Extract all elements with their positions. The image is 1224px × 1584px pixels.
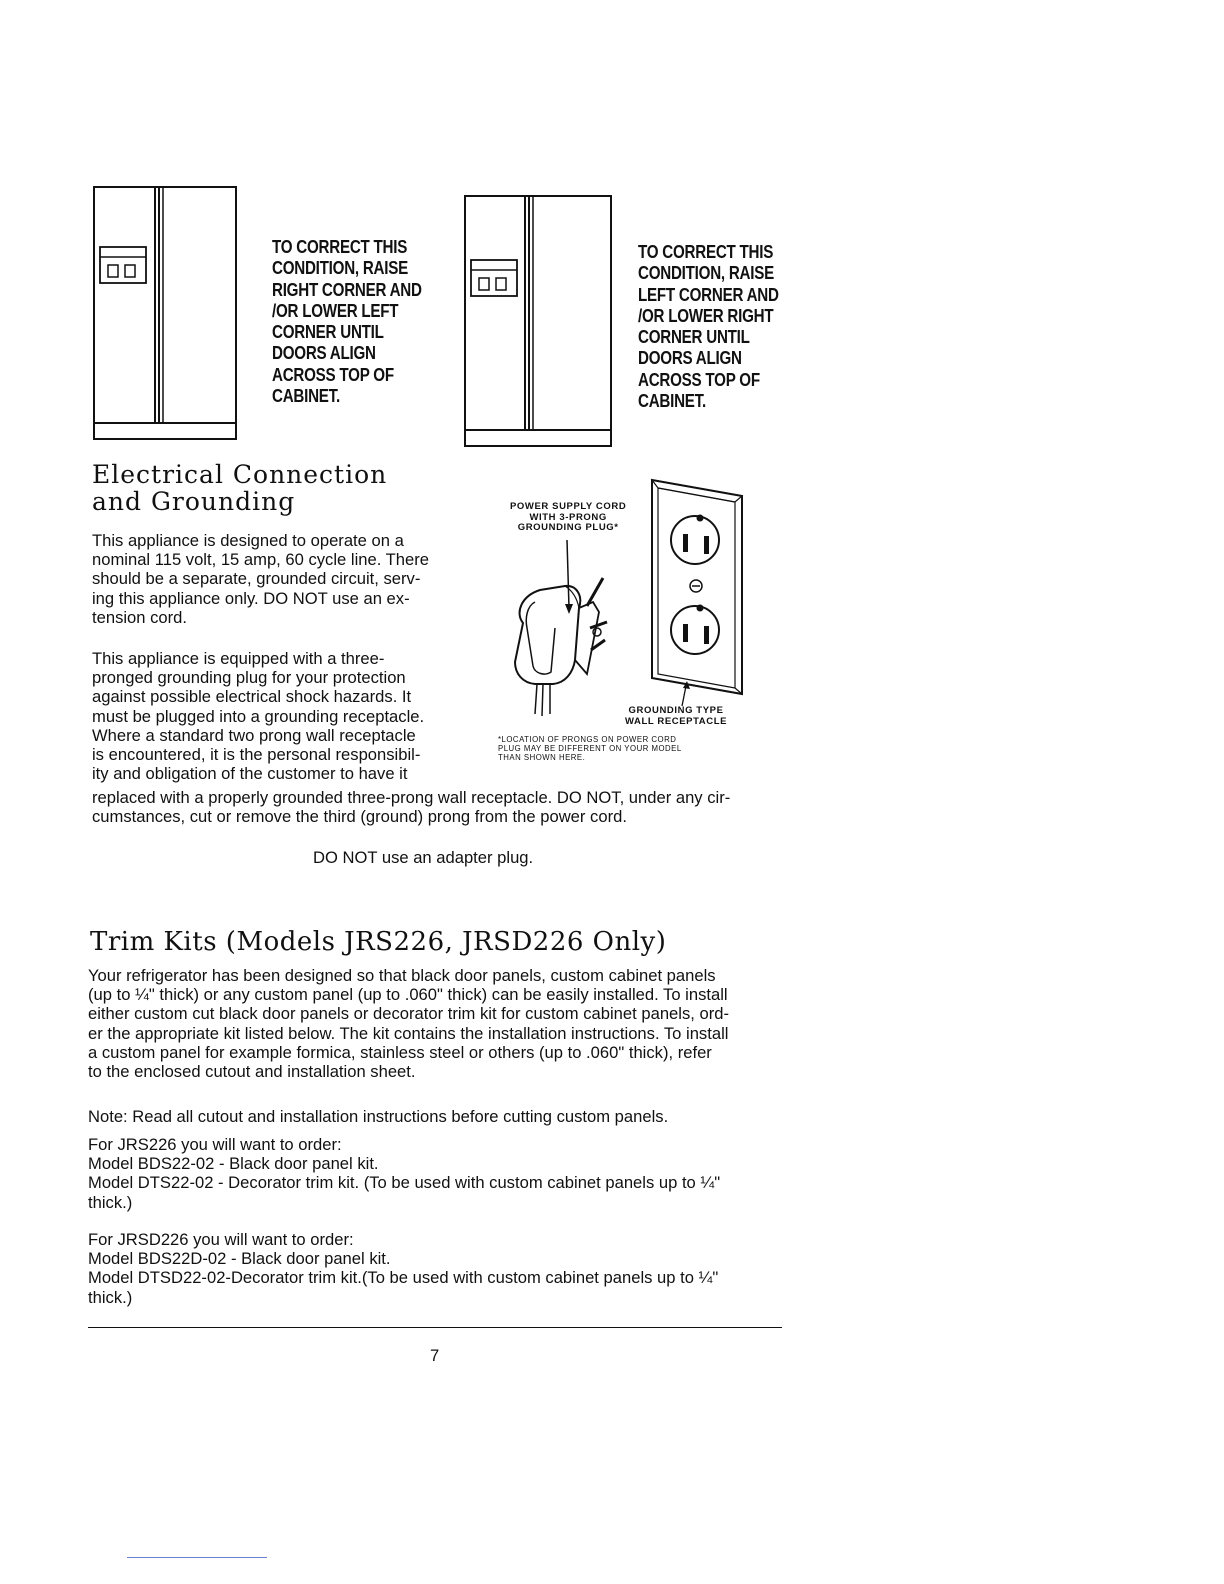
- page-number: 7: [430, 1346, 440, 1365]
- electrical-paragraph-2: This appliance is equipped with a three- pronged grounding plug for your protection against possible electrical shock hazards. It must be plugged into a grounding receptacle. Where a standard two prong wall receptacle is encountered, it is the personal responsibil- ity and obligation of the customer to have it: [92, 649, 425, 784]
- refrigerator-diagram-left: [92, 185, 240, 443]
- receptacle-label: GROUNDING TYPE WALL RECEPTACLE: [625, 705, 728, 727]
- trim-kits-note: Note: Read all cutout and installation instructions before cutting custom panels.: [88, 1107, 669, 1126]
- electrical-paragraph-2-continued: replaced with a properly grounded three-prong wall receptacle. DO NOT, under any cir- cumstances, cut or remove the third (ground) prong from the power cord.: [92, 788, 731, 827]
- electrical-heading: Electrical Connection and Grounding: [92, 460, 388, 516]
- plug-label: POWER SUPPLY CORD WITH 3-PRONG GROUNDING PLUG*: [510, 501, 627, 533]
- footer-rule: [88, 1327, 782, 1328]
- trim-kits-intro: Your refrigerator has been designed so that black door panels, custom cabinet panels (up to ¼" thick) or any custom panel (up to .060" thick) can be easily installed. To install either custom cut black door panels or decorator trim kit for custom cabinet panels, ord- er the appropriate kit listed below. The kit contains the installation instructions. To install a custom panel for example formica, stainless steel or others (up to .060" thick), refer to the enclosed cutout and installation sheet.: [88, 966, 729, 1082]
- plug-and-receptacle-illustration: [495, 478, 755, 723]
- jrsd226-order-list: For JRSD226 you will want to order: Model BDS22D-02 - Black door panel kit. Model DTSD22-02-Decorator trim kit.(To be used with custom cabinet panels up to ¼" thick.): [88, 1230, 719, 1307]
- scan-edge-line: [127, 1557, 267, 1558]
- electrical-paragraph-1: This appliance is designed to operate on a nominal 115 volt, 15 amp, 60 cycle line. There should be a separate, grounded circuit, serv- ing this appliance only. DO NOT use an ex- tension cord.: [92, 531, 429, 627]
- prong-location-footnote: *LOCATION OF PRONGS ON POWER CORD PLUG MAY BE DIFFERENT ON YOUR MODEL THAN SHOWN HERE.: [498, 735, 682, 762]
- trim-kits-heading: Trim Kits (Models JRS226, JRSD226 Only): [90, 927, 667, 957]
- left-correction-caption: TO CORRECT THIS CONDITION, RAISE RIGHT CORNER AND /OR LOWER LEFT CORNER UNTIL DOORS ALIGN ACROSS TOP OF CABINET.: [272, 236, 422, 407]
- refrigerator-diagram-right: [463, 194, 613, 449]
- right-correction-caption: TO CORRECT THIS CONDITION, RAISE LEFT CORNER AND /OR LOWER RIGHT CORNER UNTIL DOORS ALIGN ACROSS TOP OF CABINET.: [638, 241, 779, 412]
- jrs226-order-list: For JRS226 you will want to order: Model BDS22-02 - Black door panel kit. Model DTS22-02 - Decorator trim kit. (To be used with custom cabinet panels up to ¼" thick.): [88, 1135, 721, 1212]
- adapter-warning: DO NOT use an adapter plug.: [313, 848, 534, 867]
